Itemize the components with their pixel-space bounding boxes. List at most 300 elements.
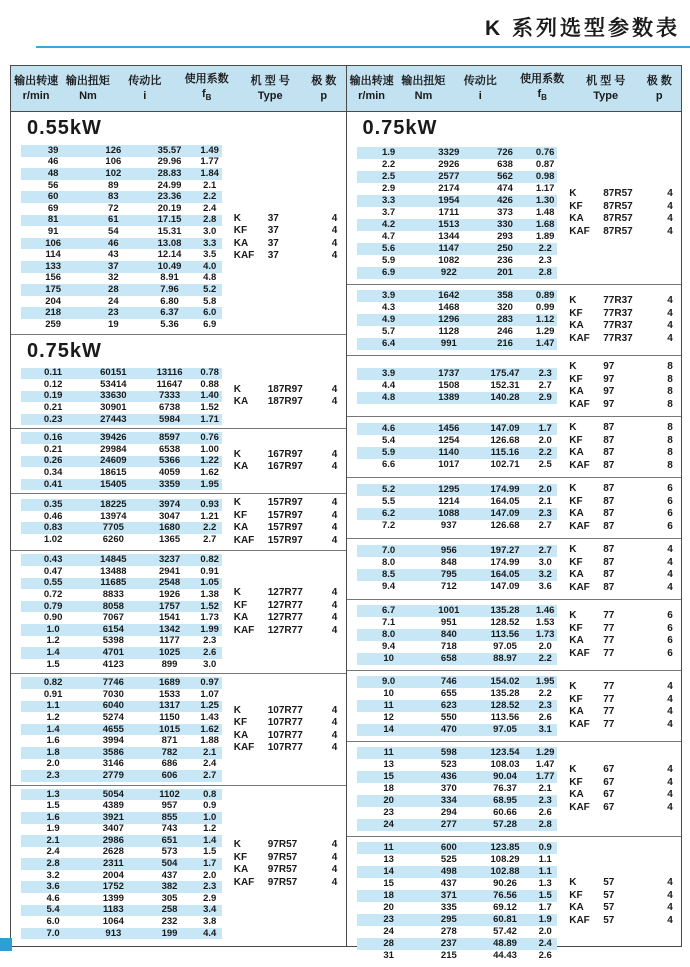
value-cell: 6.9 [382, 267, 396, 278]
value-cell: 1752 [102, 881, 124, 893]
value-cell: 3047 [158, 510, 181, 522]
value-cell: 957 [161, 800, 178, 812]
value-cell: 2.0 [538, 435, 552, 446]
value-cell: 18 [383, 890, 394, 901]
value-cell: 295 [440, 914, 457, 925]
model-row [569, 188, 681, 201]
model-pole: 6 [667, 520, 673, 532]
value-cell: 7333 [158, 390, 181, 402]
value-cell: 5.9 [382, 447, 396, 458]
value-cell: 68.95 [493, 795, 517, 806]
table-row [21, 881, 222, 893]
value-cell: 1926 [158, 589, 181, 601]
model-pole: 8 [667, 434, 673, 446]
value-cell: 3994 [102, 735, 124, 747]
value-cell: 1254 [438, 435, 460, 446]
model-size: 127R77 [267, 624, 303, 636]
model-variant: K [233, 497, 241, 509]
value-cell: 606 [161, 769, 178, 781]
value-cell: 5984 [158, 413, 181, 425]
column-header-output-speed [11, 66, 61, 111]
model-row [234, 705, 346, 718]
table-row [357, 326, 558, 338]
value-cell: 2.7 [203, 533, 217, 545]
table-row [21, 612, 222, 624]
value-cell: 3.4 [203, 904, 217, 916]
value-cell: 2.0 [538, 641, 552, 652]
gear-ratio-block [347, 355, 682, 416]
value-cell: 0.90 [43, 612, 63, 624]
model-row [569, 374, 681, 387]
value-cell: 2.2 [203, 191, 217, 203]
value-cell: 69.12 [493, 902, 517, 913]
value-cell: 2.4 [538, 938, 552, 949]
value-cell: 0.79 [43, 600, 63, 612]
table-row [357, 447, 558, 459]
block-data-rows [347, 147, 558, 279]
model-pole: 8 [667, 386, 673, 397]
value-cell: 126.68 [490, 435, 520, 446]
model-variant: KAF [233, 250, 255, 262]
value-cell: 3.2 [538, 569, 552, 580]
column-header-ratio [450, 66, 510, 111]
table-row [21, 712, 222, 724]
value-cell: 2.0 [538, 484, 552, 495]
value-cell: 956 [440, 545, 457, 556]
value-cell: 426 [497, 195, 513, 206]
value-cell: 0.72 [43, 589, 63, 601]
value-cell: 102.71 [490, 459, 520, 470]
right-column-headers [347, 66, 682, 112]
model-size: 37 [267, 212, 279, 224]
table-row [21, 511, 222, 523]
column-header-model-type [574, 66, 638, 111]
table-row [21, 157, 222, 169]
model-size: 157R97 [267, 522, 303, 534]
value-cell: 658 [440, 653, 457, 664]
table-row [357, 520, 558, 532]
model-pole: 4 [667, 693, 673, 705]
value-cell: 106 [105, 156, 122, 168]
value-cell: 97.05 [493, 641, 517, 652]
value-cell: 1389 [438, 392, 460, 403]
value-cell: 152.31 [490, 380, 520, 391]
model-size: 87 [603, 459, 615, 471]
table-row [357, 641, 558, 653]
model-row [234, 238, 346, 251]
model-row [234, 839, 346, 852]
model-variant: KAF [233, 534, 255, 546]
power-section [11, 334, 346, 943]
model-variant: KF [569, 373, 583, 385]
value-cell: 5.9 [382, 255, 396, 266]
model-row [569, 719, 681, 732]
table-row [357, 819, 558, 831]
value-cell: 2.6 [538, 950, 552, 961]
value-cell: 2.3 [538, 700, 552, 711]
model-row [569, 496, 681, 509]
model-row [569, 777, 681, 790]
value-cell: 1.3 [538, 878, 552, 889]
model-pole: 4 [667, 332, 673, 344]
value-cell: 1128 [438, 326, 460, 337]
model-variant: KA [569, 569, 584, 580]
model-pole: 4 [667, 914, 673, 926]
table-row [21, 835, 222, 847]
value-cell: 7067 [102, 612, 124, 624]
table-row [357, 653, 558, 665]
value-cell: 2.3 [203, 881, 217, 893]
table-row [21, 847, 222, 859]
value-cell: 278 [440, 926, 457, 937]
model-size: 97R57 [267, 839, 298, 851]
value-cell: 114 [45, 249, 61, 261]
value-cell: 1.6 [46, 735, 60, 747]
value-cell: 2.0 [46, 758, 60, 770]
value-cell: 28.83 [157, 167, 182, 179]
value-cell: 3.2 [46, 869, 60, 881]
value-cell: 1.2 [203, 823, 217, 835]
table-row [357, 290, 558, 302]
model-size: 107R77 [267, 742, 303, 754]
table-row [21, 273, 222, 285]
column-header-label: 极 数 [646, 75, 672, 87]
column-header-label: 传动比 [463, 75, 497, 87]
value-cell: 1082 [438, 255, 460, 266]
table-row [357, 617, 558, 629]
model-variant: KF [569, 556, 583, 568]
value-cell: 37 [108, 260, 119, 272]
value-cell: 1088 [438, 508, 460, 519]
value-cell: 6.0 [46, 916, 60, 928]
model-pole: 4 [667, 877, 673, 888]
value-cell: 28 [108, 283, 119, 295]
value-cell: 1.02 [43, 533, 63, 545]
value-cell: 11647 [156, 378, 183, 390]
model-size: 87 [603, 581, 615, 593]
value-cell: 135.28 [490, 688, 520, 699]
gear-ratio-block [347, 142, 682, 284]
value-cell: 15 [383, 878, 394, 889]
value-cell: 2.2 [538, 447, 552, 458]
model-pole: 4 [331, 225, 338, 237]
value-cell: 18615 [100, 467, 127, 479]
value-cell: 123.54 [490, 747, 520, 758]
model-pole: 4 [331, 497, 338, 509]
table-row [357, 688, 558, 700]
model-list [557, 610, 681, 660]
value-cell: 2628 [102, 846, 124, 858]
value-cell: 0.41 [43, 478, 63, 490]
value-cell: 373 [497, 207, 513, 218]
value-cell: 0.93 [200, 499, 219, 511]
table-row [21, 534, 222, 546]
value-cell: 474 [497, 183, 513, 194]
left-table-half [11, 66, 346, 946]
value-cell: 10.49 [157, 260, 182, 272]
value-cell: 523 [440, 759, 457, 770]
table-row [357, 842, 558, 854]
model-variant: KA [569, 635, 584, 646]
model-pole: 4 [331, 461, 338, 473]
value-cell: 156 [45, 272, 62, 284]
value-cell: 89 [108, 179, 119, 191]
block-data-rows [347, 423, 558, 471]
model-pole: 4 [667, 295, 673, 306]
value-cell: 2.8 [538, 819, 552, 830]
model-size: 97 [603, 373, 615, 385]
value-cell: 174.99 [490, 557, 520, 568]
model-pole: 4 [667, 544, 673, 555]
value-cell: 2.5 [382, 171, 396, 182]
model-list [222, 213, 346, 263]
model-pole: 4 [667, 706, 673, 717]
value-cell: 135.28 [490, 605, 520, 616]
table-row [21, 870, 222, 882]
model-row [569, 460, 681, 473]
value-cell: 175.47 [490, 368, 520, 379]
model-row [569, 890, 681, 903]
column-header-unit [537, 87, 546, 105]
model-pole: 4 [667, 581, 673, 593]
value-cell: 1.95 [535, 676, 555, 687]
value-cell: 48.89 [493, 938, 517, 949]
unit-main: f [537, 87, 542, 100]
value-cell: 1.47 [535, 759, 555, 770]
value-cell: 470 [440, 724, 457, 735]
value-cell: 258 [161, 904, 178, 916]
column-header-label: 输出扭矩 [401, 75, 446, 87]
model-pole: 4 [667, 889, 673, 901]
model-size: 167R97 [267, 448, 303, 460]
value-cell: 1342 [158, 623, 181, 635]
model-pole: 4 [331, 876, 338, 888]
value-cell: 655 [440, 688, 457, 699]
model-row [569, 764, 681, 777]
model-variant: KF [569, 434, 583, 446]
value-cell: 14 [383, 866, 394, 877]
model-row [569, 483, 681, 496]
table-row [357, 807, 558, 819]
value-cell: 2.3 [538, 368, 552, 379]
model-row [234, 730, 346, 743]
value-cell: 18 [383, 783, 394, 794]
value-cell: 5.7 [382, 326, 396, 337]
value-cell: 1680 [158, 522, 181, 534]
value-cell: 1.77 [200, 156, 219, 168]
value-cell: 14 [383, 724, 394, 735]
model-size: 157R97 [267, 534, 303, 546]
value-cell: 2.3 [538, 255, 552, 266]
model-size: 67 [603, 801, 615, 813]
value-cell: 175 [45, 283, 62, 295]
left-sections [11, 112, 346, 946]
value-cell: 1.49 [200, 144, 219, 156]
model-variant: KF [569, 776, 583, 788]
table-row [357, 314, 558, 326]
value-cell: 5366 [158, 455, 181, 467]
value-cell: 1.62 [200, 467, 219, 479]
table-row [357, 195, 558, 207]
value-cell: 2.9 [203, 892, 217, 904]
table-row [21, 444, 222, 456]
value-cell: 4123 [102, 658, 124, 670]
value-cell: 1.05 [200, 577, 219, 589]
value-cell: 7.0 [382, 545, 396, 556]
model-size: 77R37 [603, 320, 633, 331]
table-row [21, 724, 222, 736]
value-cell: 305 [161, 892, 178, 904]
model-list [557, 681, 681, 731]
value-cell: 1642 [438, 290, 460, 301]
value-cell: 2.8 [46, 858, 60, 870]
value-cell: 81 [47, 214, 59, 226]
value-cell: 3.0 [203, 658, 217, 670]
value-cell: 7746 [102, 677, 124, 689]
value-cell: 3146 [102, 758, 124, 770]
value-cell: 2941 [158, 565, 181, 577]
value-cell: 0.47 [43, 565, 63, 577]
table-row [357, 629, 558, 641]
value-cell: 9.0 [382, 676, 396, 687]
value-cell: 6.4 [382, 338, 396, 349]
model-list [557, 764, 681, 814]
model-variant: KAF [569, 398, 590, 410]
value-cell: 1.3 [46, 788, 60, 800]
model-row [234, 717, 346, 730]
column-header-unit: i [143, 90, 147, 102]
model-row [569, 201, 681, 214]
table-row [21, 180, 222, 192]
value-cell: 11 [383, 700, 394, 711]
value-cell: 33630 [100, 390, 127, 402]
gear-ratio-block [347, 670, 682, 741]
value-cell: 2.1 [203, 179, 217, 191]
value-cell: 2548 [158, 577, 181, 589]
model-pole: 4 [331, 237, 338, 249]
table-row [21, 226, 222, 238]
value-cell: 8.0 [382, 629, 396, 640]
column-header-service-factor [510, 66, 574, 111]
value-cell: 0.88 [200, 378, 219, 390]
model-variant: KA [233, 612, 249, 624]
model-pole: 4 [667, 776, 673, 788]
value-cell: 0.26 [43, 455, 63, 467]
model-row [234, 600, 346, 613]
column-header-unit: Type [257, 90, 283, 102]
table-row [21, 624, 222, 636]
model-row [569, 521, 681, 534]
model-variant: K [233, 704, 241, 716]
value-cell: 2311 [103, 858, 124, 870]
model-pole: 4 [667, 225, 673, 237]
model-row [569, 508, 681, 521]
value-cell: 24 [383, 819, 394, 830]
value-cell: 2.4 [203, 758, 217, 770]
value-cell: 1.17 [535, 183, 555, 194]
value-cell: 1.95 [200, 478, 219, 490]
model-row [569, 789, 681, 802]
value-cell: 0.55 [43, 577, 63, 589]
model-list [557, 361, 681, 411]
table-row [357, 380, 558, 392]
value-cell: 108.03 [490, 759, 520, 770]
value-cell: 1.2 [46, 635, 60, 647]
value-cell: 215 [440, 950, 457, 961]
value-cell: 3237 [158, 554, 181, 566]
table-row [357, 243, 558, 255]
value-cell: 113.56 [490, 712, 520, 723]
value-cell: 3.6 [538, 581, 552, 592]
model-pole: 4 [331, 612, 338, 624]
value-cell: 3.3 [382, 195, 396, 206]
value-cell: 1.9 [538, 914, 552, 925]
value-cell: 2.3 [46, 769, 60, 781]
model-row [569, 399, 681, 412]
value-cell: 3.8 [203, 916, 217, 928]
value-cell: 1.5 [203, 846, 217, 858]
model-pole: 4 [667, 801, 673, 813]
value-cell: 1344 [438, 231, 460, 242]
gear-ratio-block [11, 428, 346, 493]
value-cell: 123.85 [490, 842, 520, 853]
value-cell: 3586 [102, 746, 124, 758]
gear-ratio-block [347, 477, 682, 538]
value-cell: 1541 [158, 612, 181, 624]
value-cell: 1.07 [200, 688, 219, 700]
value-cell: 3.6 [46, 881, 60, 893]
model-variant: KF [233, 509, 248, 521]
value-cell: 334 [440, 795, 457, 806]
value-cell: 1295 [438, 484, 460, 495]
table-row [357, 605, 558, 617]
column-header-label: 传动比 [128, 75, 162, 87]
table-row [21, 601, 222, 613]
value-cell: 91 [47, 225, 59, 237]
model-size: 67 [603, 789, 615, 800]
model-row [569, 623, 681, 636]
model-pole: 8 [667, 373, 673, 385]
table-row [21, 554, 222, 566]
value-cell: 686 [161, 758, 178, 770]
column-header-unit: r/min [22, 90, 50, 102]
value-cell: 4.4 [203, 927, 217, 939]
gear-ratio-block [347, 284, 682, 355]
value-cell: 5.2 [382, 484, 396, 495]
value-cell: 2.4 [203, 202, 217, 214]
column-header-unit: Type [593, 90, 619, 102]
value-cell: 115.16 [490, 447, 520, 458]
value-cell: 1689 [158, 677, 181, 689]
value-cell: 1.0 [203, 811, 217, 823]
table-row [357, 147, 558, 159]
value-cell: 1.5 [538, 890, 552, 901]
model-list [557, 295, 681, 345]
column-header-unit: Nm [414, 90, 433, 102]
value-cell: 140.28 [490, 392, 520, 403]
value-cell: 102 [105, 167, 122, 179]
value-cell: 2577 [438, 171, 460, 182]
value-cell: 13 [383, 759, 394, 770]
value-cell: 15 [383, 771, 394, 782]
model-size: 87 [603, 422, 615, 433]
value-cell: 4.2 [382, 219, 396, 230]
block-data-rows [347, 747, 558, 831]
value-cell: 2.3 [538, 795, 552, 806]
value-cell: 44.43 [493, 950, 517, 961]
value-cell: 5.5 [382, 496, 396, 507]
model-pole: 4 [667, 320, 673, 331]
